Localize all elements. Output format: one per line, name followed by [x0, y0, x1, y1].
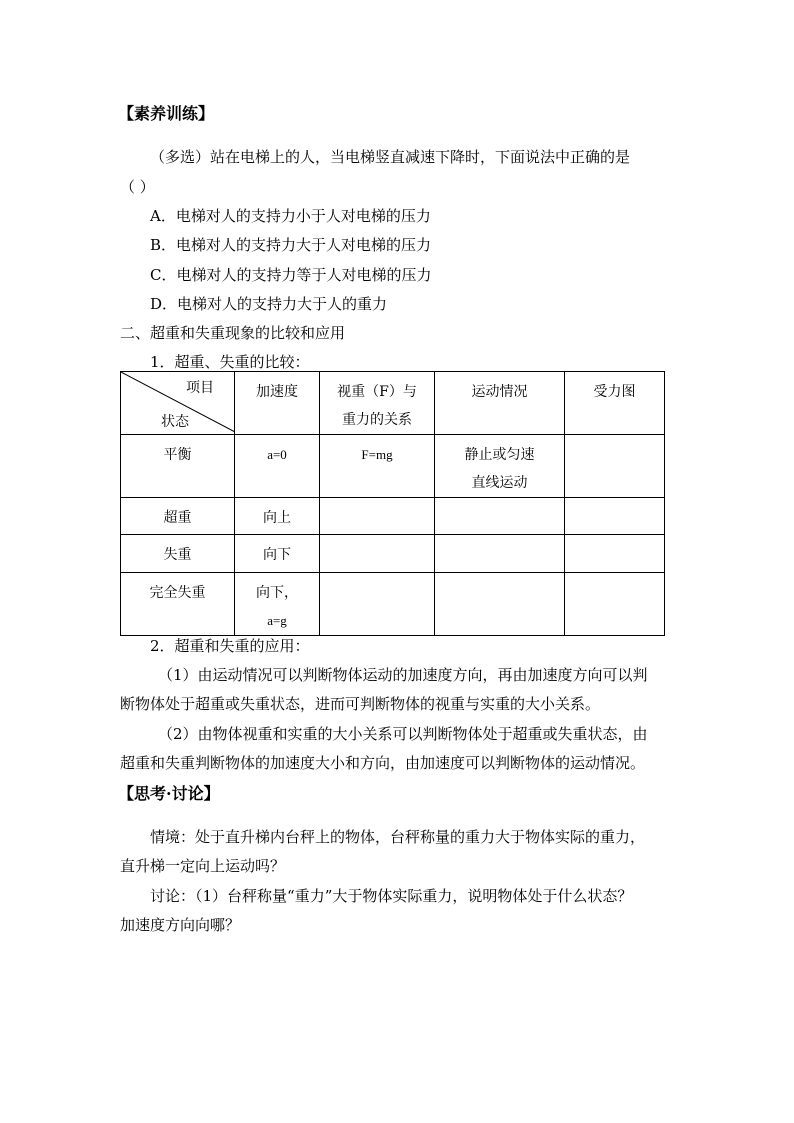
situation-line2: 直升梯一定向上运动吗？	[120, 857, 286, 875]
paragraph-2-line1: （2）由物体视重和实重的大小关系可以判断物体处于超重或失重状态，由	[158, 725, 648, 743]
header-relation-line2: 重力的关系	[342, 412, 412, 428]
option-d: D．电梯对人的支持力大于人的重力	[150, 295, 388, 313]
accel-cell	[235, 573, 320, 636]
force-cell	[565, 498, 665, 535]
header-motion: 运动情况	[435, 372, 565, 435]
header-state: 状态	[161, 414, 189, 430]
accel-cell: 向下	[235, 535, 320, 573]
header-accel: 加速度	[235, 372, 320, 435]
header-relation-line1: 视重（F）与	[337, 384, 417, 400]
motion-line2: 直线运动	[471, 475, 528, 491]
paragraph-2-line2: 超重和失重判断物体的加速度大小和方向，由加速度可以判断物体的运动情况。	[120, 754, 646, 772]
table-header-row	[121, 372, 665, 435]
comparison-table	[120, 371, 665, 636]
option-c: C．电梯对人的支持力等于人对电梯的压力	[150, 266, 432, 284]
accel-cell: a=0	[235, 435, 320, 498]
answer-blank: （ ）	[120, 178, 155, 196]
force-cell	[565, 535, 665, 573]
paragraph-1-line2: 断物体处于超重或失重状态，进而可判断物体的视重与实重的大小关系。	[120, 695, 601, 713]
motion-cell	[435, 498, 565, 535]
relation-cell: F=mg	[320, 435, 435, 498]
discuss-line2: 加速度方向向哪？	[120, 916, 241, 934]
force-cell	[565, 573, 665, 636]
relation-cell	[320, 535, 435, 573]
section-title: 二、超重和失重现象的比较和应用	[120, 324, 346, 342]
section-heading: 【素养训练】	[118, 104, 215, 123]
motion-cell	[435, 573, 565, 636]
header-relation	[320, 372, 435, 435]
state-cell: 完全失重	[121, 573, 235, 636]
discuss-line1: 讨论：（1）台秤称量“重力”大于物体实际重力，说明物体处于什么状态？	[150, 887, 633, 905]
option-a: A．电梯对人的支持力小于人对电梯的压力	[150, 207, 431, 225]
table-row	[121, 535, 665, 573]
relation-cell	[320, 498, 435, 535]
option-b: B．电梯对人的支持力大于人对电梯的压力	[150, 236, 432, 254]
state-cell: 超重	[121, 498, 235, 535]
table-row	[121, 435, 665, 498]
subsection-title: 1．超重、失重的比较：	[150, 353, 310, 371]
section-heading: 【思考·讨论】	[118, 784, 220, 803]
table-row	[121, 573, 665, 636]
accel-line2: a=g	[267, 613, 287, 628]
state-cell: 失重	[121, 535, 235, 573]
subsection-title: 2．超重和失重的应用：	[150, 637, 310, 655]
table-row	[121, 498, 665, 535]
accel-cell: 向上	[235, 498, 320, 535]
force-cell	[565, 435, 665, 498]
paragraph-1-line1: （1）由运动情况可以判断物体运动的加速度方向，再由加速度方向可以判	[158, 666, 648, 684]
question-text: （多选）站在电梯上的人，当电梯竖直减速下降时，下面说法中正确的是	[150, 148, 631, 166]
motion-cell	[435, 435, 565, 498]
motion-line1: 静止或匀速	[464, 447, 535, 463]
header-force: 受力图	[565, 372, 665, 435]
state-cell: 平衡	[121, 435, 235, 498]
motion-cell	[435, 535, 565, 573]
header-item: 项目	[186, 380, 214, 396]
situation-line1: 情境：处于直升梯内台秤上的物体，台秤称量的重力大于物体实际的重力，	[150, 828, 646, 846]
diagonal-header-cell	[121, 372, 235, 435]
relation-cell	[320, 573, 435, 636]
accel-line1: 向下，	[256, 585, 298, 601]
